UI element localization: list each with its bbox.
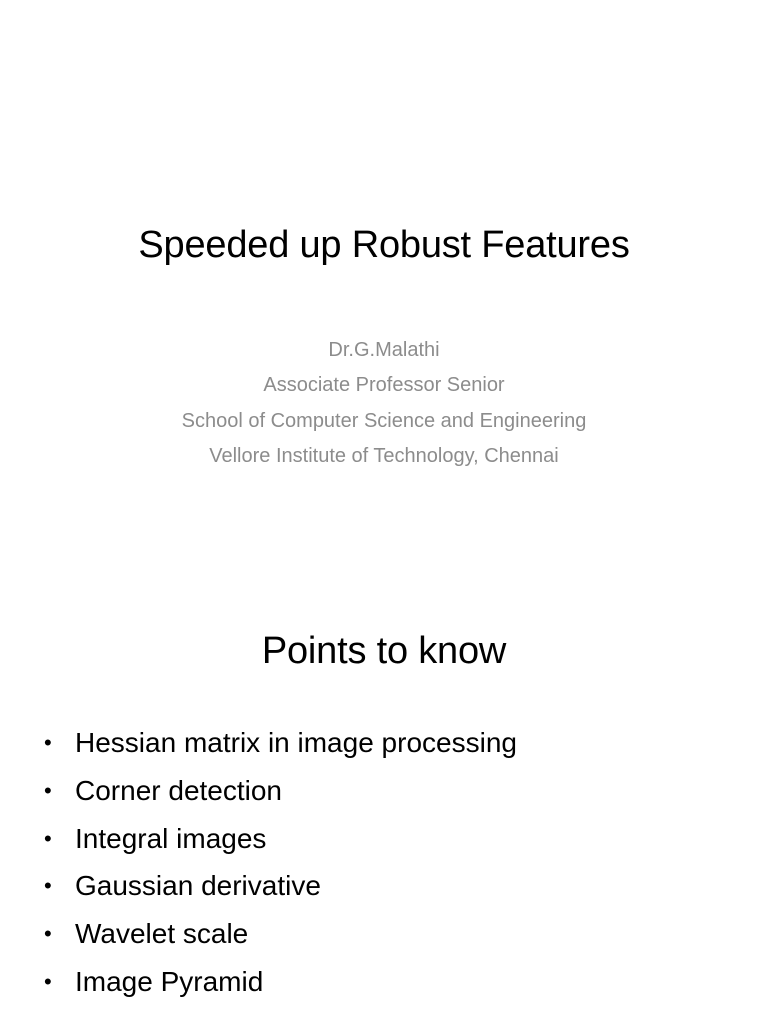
bullet-icon: • xyxy=(44,968,52,994)
slide-subtitle xyxy=(0,333,768,474)
list-item xyxy=(44,910,744,958)
list-item xyxy=(44,862,744,910)
bullet-icon: • xyxy=(44,777,52,803)
author-institution: Vellore Institute of Technology, Chennai xyxy=(209,444,559,467)
bullet-icon: • xyxy=(44,873,52,899)
list-item-text: Integral images xyxy=(75,822,267,854)
list-item xyxy=(44,767,744,815)
bullet-icon: • xyxy=(44,825,52,851)
list-item-text: Corner detection xyxy=(75,774,283,806)
list-item xyxy=(44,958,744,1006)
author-school: School of Computer Science and Engineering xyxy=(181,409,587,432)
list-item-text: Gaussian derivative xyxy=(75,870,321,902)
slide-title: Speeded up Robust Features xyxy=(138,224,630,266)
bullet-icon: • xyxy=(44,921,52,947)
slide-title: Points to know xyxy=(261,630,507,672)
bullet-list xyxy=(44,719,744,1006)
bullet-icon: • xyxy=(44,730,52,755)
list-item-text: Image Pyramid xyxy=(75,965,264,997)
list-item xyxy=(44,815,744,863)
list-item xyxy=(44,719,744,767)
list-item-text: Hessian matrix in image processing xyxy=(75,727,517,758)
list-item-text: Wavelet scale xyxy=(75,918,249,950)
author-name: Dr.G.Malathi xyxy=(328,339,440,361)
slide-points-to-know xyxy=(0,576,768,1024)
author-position: Associate Professor Senior xyxy=(263,374,505,397)
